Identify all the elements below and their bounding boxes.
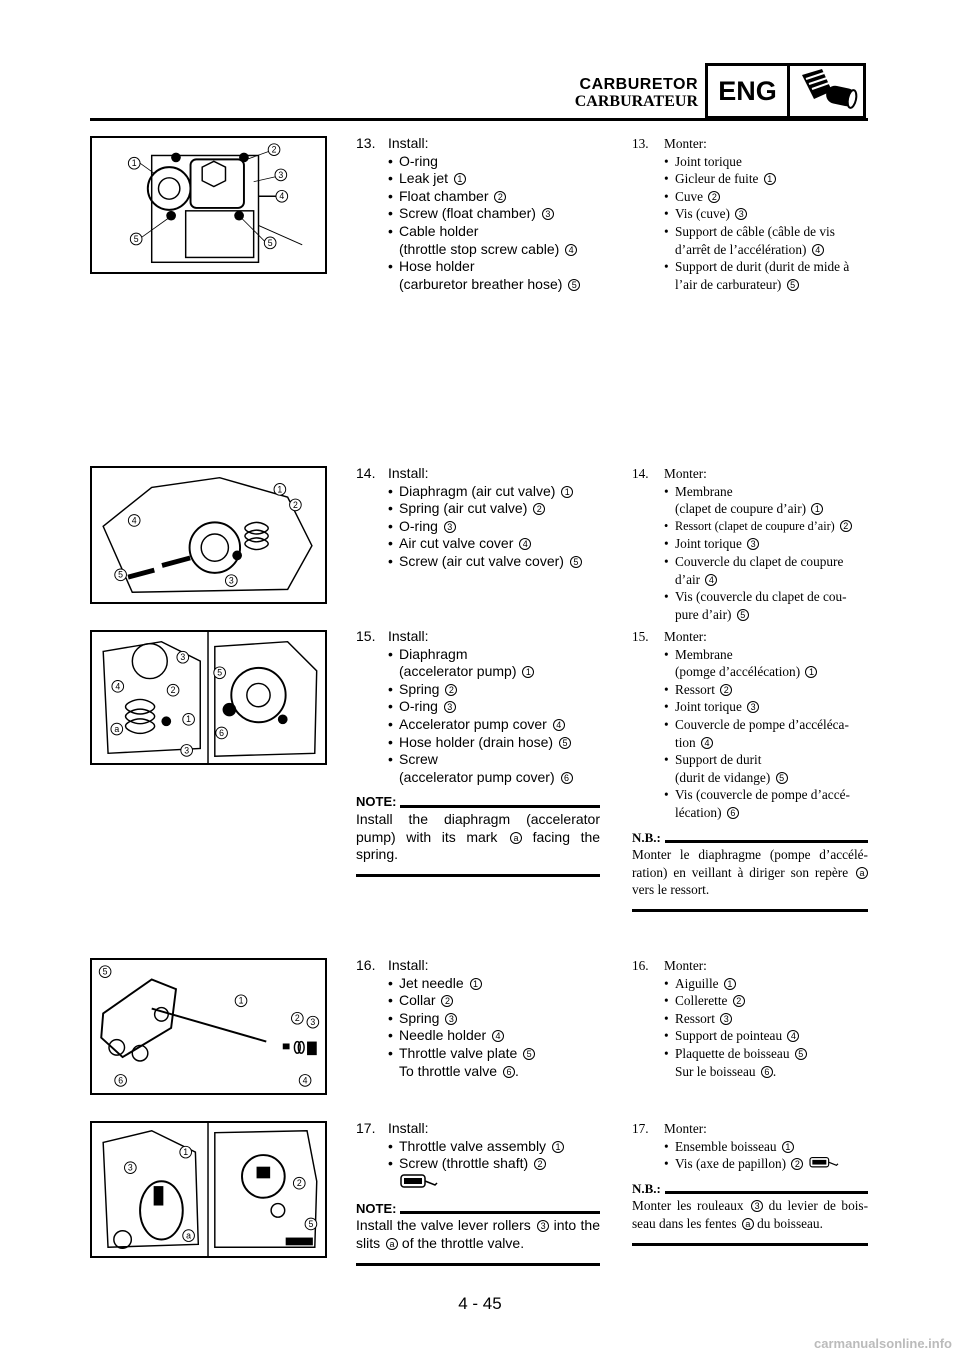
callout-ref: 1 — [522, 666, 534, 678]
step-16-fr — [632, 957, 868, 1080]
callout-ref: 2 — [720, 684, 732, 696]
callout-ref: 4 — [701, 737, 713, 749]
list-item: • O-ring — [356, 153, 600, 171]
engine-icon — [790, 66, 863, 116]
callout-ref: 5 — [787, 279, 799, 291]
section-title-en: CARBURETOR — [579, 76, 698, 93]
callout-ref: 3 — [445, 1013, 457, 1025]
callout: 4 — [131, 515, 137, 526]
list-item-cont: (pomge d’accélécation) 1 — [632, 663, 868, 681]
list-item-cont: (accelerator pump cover) 6 — [356, 769, 600, 787]
callout-ref: a — [510, 832, 522, 844]
callout-ref: 1 — [470, 978, 482, 990]
float-chamber-illustration — [92, 138, 325, 272]
note-heading: N.B.: — [632, 829, 868, 847]
list-item: • Membrane — [632, 646, 868, 664]
list-item: • Support de durit — [632, 751, 868, 769]
step-heading: 14. Install: — [356, 465, 429, 481]
step-heading: 16. Install: — [356, 957, 429, 973]
callout: 6 — [219, 727, 225, 738]
callout-ref: a — [742, 1218, 754, 1230]
list-item-cont: To throttle valve 6 . — [399, 1062, 519, 1079]
list-item: • Gicleur de fuite 1 — [632, 170, 868, 188]
step-17-fr — [632, 1120, 868, 1246]
list-item-cont: (clapet de coupure d’air) 1 — [632, 500, 868, 518]
callout-ref: 1 — [805, 666, 817, 678]
list-item: • Air cut valve cover 4 — [356, 535, 600, 553]
callout: 3 — [184, 745, 190, 756]
accelerator-pump-illustration — [92, 632, 325, 763]
callout: 5 — [133, 233, 139, 244]
callout: 1 — [186, 714, 192, 725]
list-item-cont: tion 4 — [632, 734, 868, 752]
step-14-fr — [632, 465, 868, 623]
callout: 3 — [228, 575, 234, 586]
throttle-valve-illustration — [92, 1123, 325, 1256]
callout-ref: 2 — [840, 520, 852, 532]
callout-ref: 6 — [761, 1066, 773, 1078]
callout: 3 — [180, 652, 186, 663]
list-item-cont: lécation) 6 — [632, 804, 868, 822]
list-item: • Vis (cuve) 3 — [632, 205, 868, 223]
list-item: • Ressort 2 — [632, 681, 868, 699]
list-item-cont: (carburetor breather hose) 5 — [356, 276, 600, 294]
callout-ref: 3 — [747, 538, 759, 550]
section-title-fr: CARBURATEUR — [574, 93, 698, 110]
list-item: • Support de pointeau 4 — [632, 1027, 868, 1045]
note-text: Install the diaphragm (accelerator pump) with its mark a facing the spring. — [356, 810, 601, 863]
list-item: • Cuve 2 — [632, 188, 868, 206]
callout-ref: 3 — [444, 521, 456, 533]
callout-ref: 4 — [519, 538, 531, 550]
list-item: • Ressort (clapet de coupure d’air) 2 — [632, 518, 868, 536]
callout: 2 — [292, 499, 298, 510]
threadlock-icon — [807, 1156, 841, 1170]
callout-ref: 2 — [494, 191, 506, 203]
callout-ref: 3 — [720, 1013, 732, 1025]
step-17-en — [356, 1120, 600, 1266]
note-heading: NOTE: — [356, 1200, 600, 1218]
callout-ref: 5 — [570, 556, 582, 568]
list-item: • Vis (couvercle du clapet de cou- — [632, 588, 868, 606]
figure-jet-needle — [90, 958, 327, 1095]
callout-ref: 1 — [811, 503, 823, 515]
list-item: • Diaphragm (air cut valve) 1 — [356, 483, 600, 501]
figure-accelerator-pump — [90, 630, 327, 765]
list-item: • Vis (couvercle de pompe d’accé- — [632, 786, 868, 804]
callout: 5 — [267, 237, 273, 248]
step-heading: 13. Install: — [356, 135, 429, 151]
step-heading: 15. Monter: — [632, 629, 707, 644]
callout-ref: 1 — [552, 1141, 564, 1153]
note-text: Install the valve lever rollers 3 into the slits a of the throttle valve. — [356, 1217, 601, 1251]
section-tag: ENG — [708, 66, 790, 116]
list-item-cont: (durit de vidange) 5 — [632, 769, 868, 787]
list-item-cont: Sur le boisseau 6 . — [675, 1063, 777, 1079]
callout-ref: 4 — [492, 1030, 504, 1042]
list-item-cont: pure d’air) 5 — [632, 606, 868, 624]
callout-ref: 5 — [523, 1048, 535, 1060]
callout-ref: 5 — [559, 737, 571, 749]
step-heading: 15. Install: — [356, 628, 429, 644]
callout: a — [186, 1230, 192, 1241]
list-item: • Plaquette de boisseau 5 — [632, 1045, 868, 1063]
callout-ref: 2 — [533, 503, 545, 515]
list-item: • Couvercle de pompe d’accéléca- — [632, 716, 868, 734]
step-13-en — [356, 135, 600, 293]
callout: 3 — [310, 1017, 316, 1028]
list-item: • Hose holder (drain hose) 5 — [356, 734, 600, 752]
callout-ref: 1 — [724, 978, 736, 990]
step-13-fr — [632, 135, 868, 293]
callout-ref: 6 — [561, 772, 573, 784]
callout-ref: 3 — [444, 701, 456, 713]
callout-ref: 4 — [565, 244, 577, 256]
callout: 2 — [170, 685, 176, 696]
list-item: • O-ring 3 — [356, 518, 600, 536]
callout-ref: 2 — [708, 191, 720, 203]
callout-ref: 3 — [747, 701, 759, 713]
list-item: • Collerette 2 — [632, 992, 868, 1010]
jet-needle-illustration — [92, 960, 325, 1093]
threadlock-icon — [356, 1173, 600, 1193]
callout-ref: 3 — [542, 208, 554, 220]
callout-ref: a — [856, 867, 868, 879]
callout: 5 — [102, 966, 108, 977]
note-heading: NOTE: — [356, 793, 600, 811]
note-end-rule — [356, 1263, 600, 1266]
step-heading: 16. Monter: — [632, 958, 707, 973]
list-item: • Aiguille 1 — [632, 975, 868, 993]
callout-ref: 6 — [727, 807, 739, 819]
callout: 4 — [302, 1075, 308, 1086]
callout-ref: 5 — [737, 609, 749, 621]
callout-ref: 2 — [441, 995, 453, 1007]
list-item: • Jet needle 1 — [356, 975, 600, 993]
note-end-rule — [356, 874, 600, 877]
callout-ref: 2 — [791, 1158, 803, 1170]
header-rule — [90, 118, 868, 121]
list-item: • Screw (throttle shaft) 2 — [356, 1155, 600, 1173]
list-item: • Joint torique 3 — [632, 698, 868, 716]
note-text: Monter les rouleaux 3 du levier de bois- seau dans les fentes a du boisseau. — [632, 1198, 869, 1231]
step-heading: 13. Monter: — [632, 136, 707, 151]
callout-ref: 5 — [795, 1048, 807, 1060]
list-item: • Vis (axe de papillon) 2 — [632, 1155, 868, 1173]
callout-ref: 6 — [503, 1066, 515, 1078]
list-item: • Joint torique 3 — [632, 535, 868, 553]
callout-ref: 4 — [787, 1030, 799, 1042]
list-item: • Joint torique — [632, 153, 868, 171]
step-heading: 17. Monter: — [632, 1121, 707, 1136]
callout-ref: 3 — [537, 1220, 549, 1232]
callout-ref: 2 — [733, 995, 745, 1007]
callout: 6 — [118, 1075, 124, 1086]
callout: 5 — [118, 569, 124, 580]
list-item: • Accelerator pump cover 4 — [356, 716, 600, 734]
callout-ref: 2 — [534, 1158, 546, 1170]
page-number: 4 - 45 — [458, 1294, 502, 1313]
step-15-fr — [632, 628, 868, 912]
list-item: • Membrane — [632, 483, 868, 501]
callout-ref: 1 — [764, 173, 776, 185]
list-item-cont: (accelerator pump) 1 — [356, 663, 600, 681]
list-item-cont: d’arrêt de l’accélération) 4 — [632, 241, 868, 259]
list-item: • Screw — [356, 751, 600, 769]
list-item-cont: d’air 4 — [632, 571, 868, 589]
list-item: • Diaphragm — [356, 646, 600, 664]
callout: 5 — [217, 667, 223, 678]
list-item: • Support de durit (durit de mide à — [632, 258, 868, 276]
air-cut-valve-illustration — [92, 468, 325, 602]
step-heading: 14. Monter: — [632, 466, 707, 481]
callout: 1 — [131, 158, 137, 169]
figure-air-cut-valve — [90, 466, 327, 604]
callout: 3 — [127, 1162, 133, 1173]
callout-ref: 1 — [782, 1141, 794, 1153]
callout: 1 — [277, 484, 283, 495]
callout: 2 — [271, 144, 277, 155]
callout-ref: 4 — [553, 719, 565, 731]
list-item: • Spring 2 — [356, 681, 600, 699]
list-item: • Support de câble (câble de vis — [632, 223, 868, 241]
callout: 5 — [308, 1218, 314, 1229]
list-item: • Screw (float chamber) 3 — [356, 205, 600, 223]
callout: 1 — [238, 995, 244, 1006]
step-heading: 17. Install: — [356, 1120, 429, 1136]
list-item: • Hose holder — [356, 258, 600, 276]
callout: a — [114, 723, 120, 734]
callout-ref: 3 — [735, 208, 747, 220]
step-16-en — [356, 957, 600, 1080]
list-item: • Ressort 3 — [632, 1010, 868, 1028]
list-item: • Cable holder — [356, 223, 600, 241]
list-item: • Ensemble boisseau 1 — [632, 1138, 868, 1156]
list-item: • Leak jet 1 — [356, 170, 600, 188]
list-item: • Throttle valve assembly 1 — [356, 1138, 600, 1156]
callout: 4 — [279, 191, 285, 202]
watermark: carmanualsonline.info — [814, 1336, 952, 1351]
callout: 3 — [278, 169, 284, 180]
list-item: • Throttle valve plate 5 — [356, 1045, 600, 1063]
callout-ref: 1 — [454, 173, 466, 185]
callout-ref: 4 — [812, 244, 824, 256]
callout-ref: 4 — [705, 574, 717, 586]
note-end-rule — [632, 909, 868, 912]
step-15-en — [356, 628, 600, 877]
figure-float-chamber — [90, 136, 327, 274]
step-14-en — [356, 465, 600, 571]
note-heading: N.B.: — [632, 1180, 868, 1198]
callout-ref: a — [386, 1238, 398, 1250]
list-item-cont: (throttle stop screw cable) 4 — [356, 241, 600, 259]
note-text: Monter le diaphragme (pompe d’accélé- ration) en veillant à diriger son repère a vers le ressort. — [632, 847, 868, 898]
list-item: • O-ring 3 — [356, 698, 600, 716]
section-tab — [705, 63, 866, 119]
list-item: • Needle holder 4 — [356, 1027, 600, 1045]
section-titles — [575, 76, 698, 111]
list-item: • Collar 2 — [356, 992, 600, 1010]
callout-ref: 1 — [561, 486, 573, 498]
list-item: • Screw (air cut valve cover) 5 — [356, 553, 600, 571]
list-item: • Spring 3 — [356, 1010, 600, 1028]
callout-ref: 3 — [751, 1200, 763, 1212]
callout: 4 — [115, 681, 121, 692]
callout: 2 — [294, 1013, 300, 1024]
list-item: • Float chamber 2 — [356, 188, 600, 206]
callout-ref: 5 — [776, 772, 788, 784]
list-item: • Couvercle du clapet de coupure — [632, 553, 868, 571]
note-end-rule — [632, 1243, 868, 1246]
list-item: • Spring (air cut valve) 2 — [356, 500, 600, 518]
list-item-cont: l’air de carburateur) 5 — [632, 276, 868, 294]
callout: 2 — [296, 1178, 302, 1189]
callout-ref: 2 — [445, 684, 457, 696]
callout-ref: 5 — [568, 279, 580, 291]
callout: 1 — [183, 1147, 189, 1158]
figure-throttle-valve — [90, 1121, 327, 1258]
